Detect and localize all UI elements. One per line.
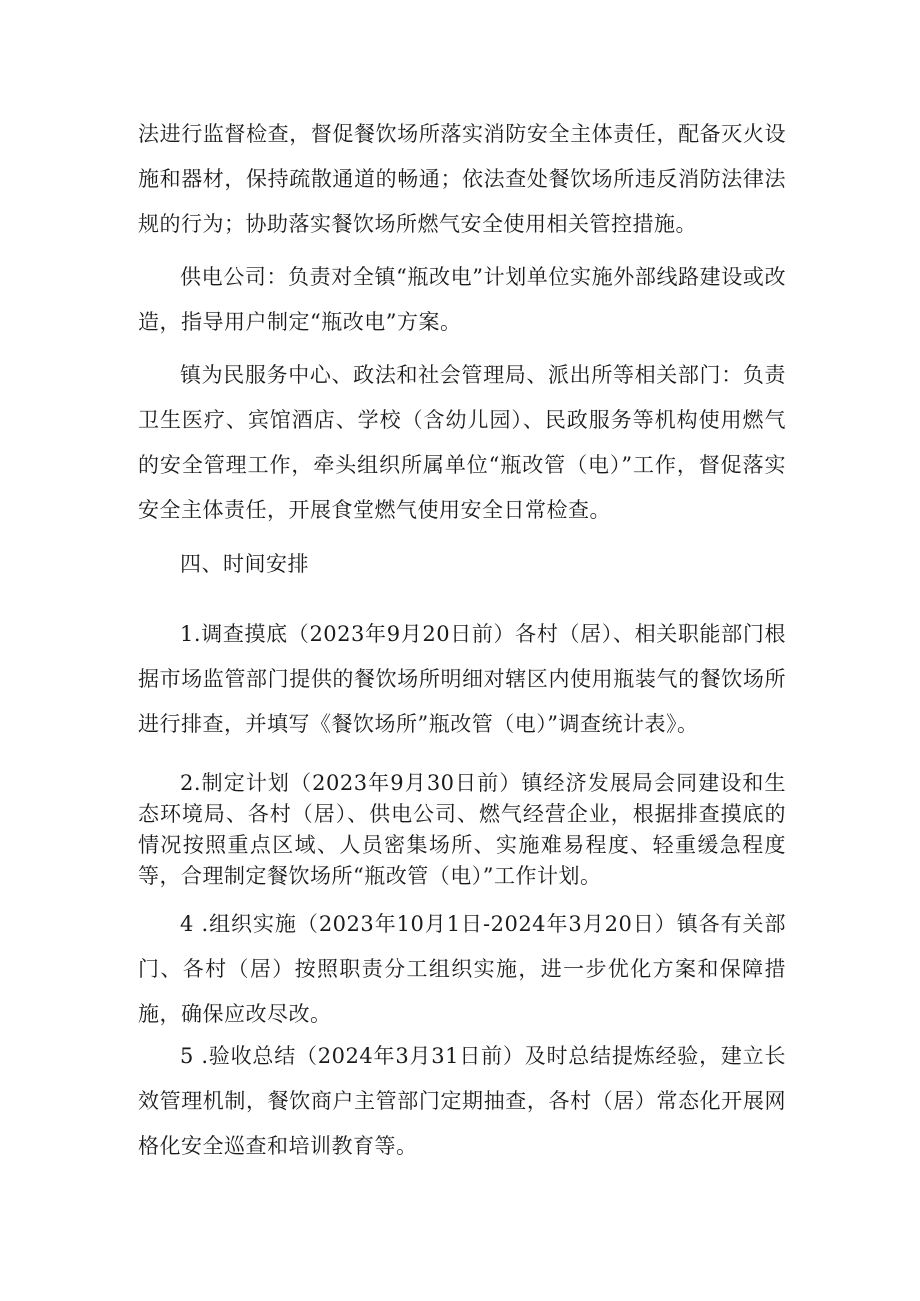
paragraph-step-2-plan: 2.制定计划（2023年9月30日前）镇经济发展局会同建设和生态环境局、各村（居）、供电公司、燃气经营企业，根据排查摸底的情况按照重点区域、人员密集场所、实施难易程度、轻重缓急程度等，合理制定餐饮场所“瓶改管（电）”工作计划。	[138, 771, 786, 888]
paragraph-service-center: 镇为民服务中心、政法和社会管理局、派出所等相关部门：负责卫生医疗、宾馆酒店、学校（含幼儿园）、民政服务等机构使用燃气的安全管理工作，牵头组织所属单位“瓶改管（电）”工作，督促落实安全主体责任，开展食堂燃气使用安全日常检查。	[138, 363, 786, 522]
paragraph-power-company: 供电公司：负责对全镇“瓶改电”计划单位实施外部线路建设或改造，指导用户制定“瓶改电”方案。	[138, 265, 786, 334]
section-heading-schedule: 四、时间安排	[180, 552, 309, 576]
paragraph-fire-safety-continued: 法进行监督检查，督促餐饮场所落实消防安全主体责任，配备灭火设施和器材，保持疏散通道的畅通；依法查处餐饮场所违反消防法律法规的行为；协助落实餐饮场所燃气安全使用相关管控措施。	[138, 122, 786, 236]
paragraph-step-4-implement: 4 .组织实施（2023年10月1日-2024年3月20日）镇各有关部门、各村（居）按照职责分工组织实施，进一步优化方案和保障措施，确保应改尽改。	[138, 912, 786, 1026]
paragraph-step-1-survey: 1.调查摸底（2023年9月20日前）各村（居）、相关职能部门根据市场监管部门提供的餐饮场所明细对辖区内使用瓶装气的餐饮场所进行排查，并填写《餐饮场所”瓶改管（电）”调查统计表》。	[138, 622, 786, 736]
paragraph-step-5-acceptance: 5 .验收总结（2024年3月31日前）及时总结提炼经验，建立长效管理机制，餐饮商户主管部门定期抽查，各村（居）常态化开展网格化安全巡查和培训教育等。	[138, 1044, 786, 1158]
